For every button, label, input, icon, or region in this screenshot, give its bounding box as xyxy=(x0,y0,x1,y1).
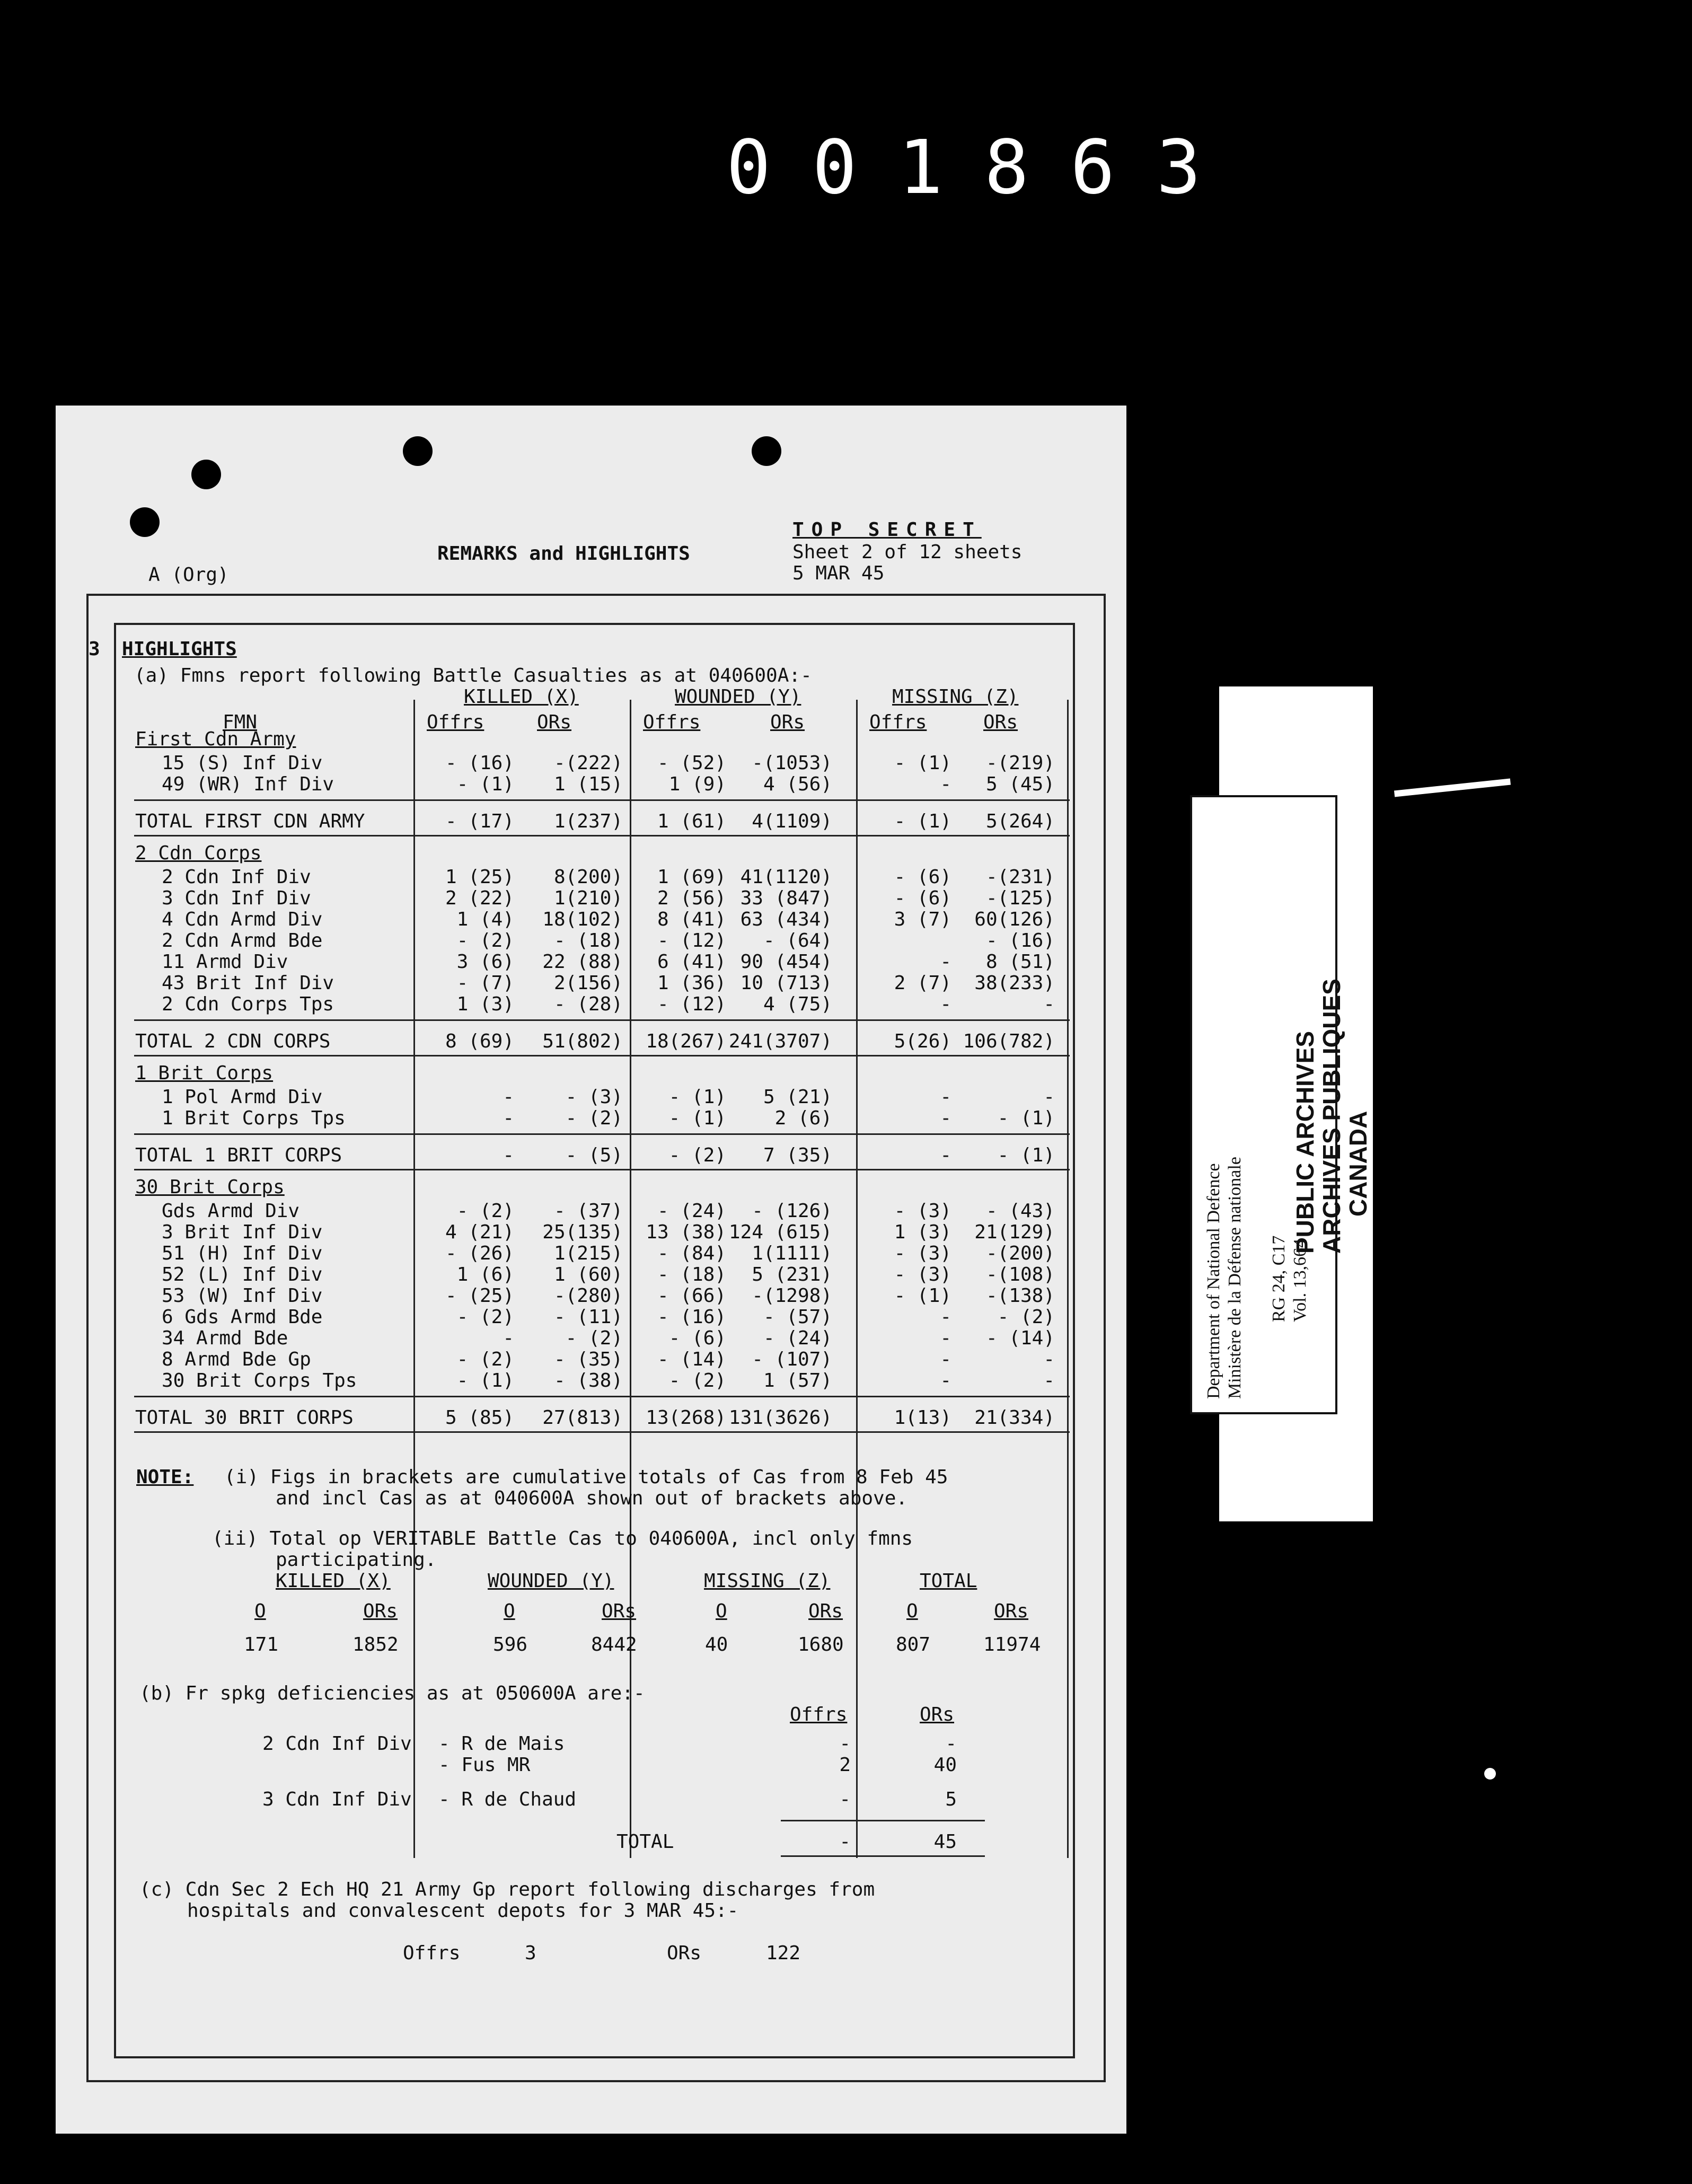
deficiency-total-offrs: - xyxy=(839,1831,851,1853)
total-row-label: TOTAL 2 CDN CORPS xyxy=(135,1031,331,1052)
deficiency-unit: - R de Chaud xyxy=(438,1789,577,1810)
total-cell: - (1) xyxy=(894,811,951,832)
casualty-cell: - (37) xyxy=(553,1200,623,1222)
table-rule xyxy=(134,1055,1070,1056)
table-rule xyxy=(134,1019,1070,1021)
formation-name: 43 Brit Inf Div xyxy=(162,972,334,994)
missing-header-text: MISSING (Z) xyxy=(892,686,1019,708)
casualty-cell: 3 (7) xyxy=(894,909,951,930)
casualty-cell: - (38) xyxy=(553,1370,623,1392)
total-cell: 21(334) xyxy=(974,1407,1055,1429)
total-cell: - (2) xyxy=(668,1144,726,1166)
sheet-number: Sheet 2 of 12 sheets xyxy=(792,541,1023,563)
summary-subheader: O xyxy=(504,1600,515,1622)
casualty-cell: 5 (45) xyxy=(985,773,1055,795)
deficiency-formation: 3 Cdn Inf Div xyxy=(262,1789,412,1810)
casualty-cell: - (12) xyxy=(657,993,726,1015)
casualty-cell: - (14) xyxy=(985,1327,1055,1349)
casualty-cell: - xyxy=(940,1086,951,1108)
casualty-cell: 4 (56) xyxy=(763,773,832,795)
summary-value: 11974 xyxy=(983,1634,1041,1655)
section-heading: HIGHLIGHTS xyxy=(122,638,237,660)
archives-name-en: PUBLIC ARCHIVES xyxy=(1291,1031,1319,1254)
total-cell: 4(1109) xyxy=(752,811,832,832)
deficiency-col-ors: ORs xyxy=(920,1704,955,1725)
summary-subheader: ORs xyxy=(808,1600,843,1622)
archive-stamp-number: 001863 xyxy=(726,125,1242,211)
casualty-cell: 8(200) xyxy=(553,866,623,888)
column-header-missing-offrs: Offrs xyxy=(869,711,927,733)
casualty-cell: - (1) xyxy=(456,773,514,795)
missing-header xyxy=(892,686,1018,708)
casualty-cell: 2 (7) xyxy=(894,972,951,994)
summary-value: 1852 xyxy=(352,1634,399,1655)
casualty-cell: - (7) xyxy=(456,972,514,994)
formation-name: 34 Armd Bde xyxy=(162,1327,288,1349)
casualty-cell: 4 (21) xyxy=(445,1221,514,1243)
casualty-cell: - (1) xyxy=(668,1086,726,1108)
total-cell: 5(264) xyxy=(985,811,1055,832)
casualty-cell: 1 (4) xyxy=(456,909,514,930)
casualty-cell: - (43) xyxy=(985,1200,1055,1222)
casualty-cell: - (2) xyxy=(668,1370,726,1392)
casualty-cell: - (6) xyxy=(894,887,951,909)
total-cell: 8 (69) xyxy=(445,1031,514,1052)
casualty-cell: - (1) xyxy=(668,1107,726,1129)
casualty-cell: 18(102) xyxy=(542,909,623,930)
punch-hole xyxy=(191,460,221,489)
casualty-cell: 3 (6) xyxy=(456,951,514,973)
paragraph-c-line2: hospitals and convalescent depots for 3 MAR 45:- xyxy=(187,1900,739,1922)
casualty-cell: - xyxy=(940,993,951,1015)
casualty-cell: - xyxy=(503,1327,514,1349)
wounded-header-text: WOUNDED (Y) xyxy=(675,686,801,708)
summary-subheader: O xyxy=(716,1600,727,1622)
casualty-cell: - (24) xyxy=(657,1200,726,1222)
casualty-cell: 5 (21) xyxy=(763,1086,832,1108)
casualty-cell: 60(126) xyxy=(974,909,1055,930)
deficiency-ors: 5 xyxy=(945,1789,957,1810)
note-i-line1: (i) Figs in brackets are cumulative totals of Cas from 8 Feb 45 xyxy=(224,1466,948,1488)
casualty-cell: - (3) xyxy=(894,1200,951,1222)
paragraph-c-line1: (c) Cdn Sec 2 Ech HQ 21 Army Gp report following discharges from xyxy=(139,1879,875,1900)
table-rule xyxy=(134,1169,1070,1170)
casualty-cell: 1(215) xyxy=(553,1243,623,1264)
casualty-cell: -(280) xyxy=(553,1285,623,1307)
casualty-cell: - (57) xyxy=(763,1306,832,1328)
casualty-cell: - (35) xyxy=(553,1349,623,1370)
classification-label: TOP SECRET xyxy=(792,519,982,541)
summary-value: 171 xyxy=(244,1634,279,1655)
casualty-cell: - (2) xyxy=(565,1327,623,1349)
casualty-cell: - xyxy=(1043,1349,1055,1370)
total-cell: 1(13) xyxy=(894,1407,951,1429)
summary-header: MISSING (Z) xyxy=(704,1570,831,1592)
casualty-cell: -(200) xyxy=(985,1243,1055,1264)
casualty-cell: - (16) xyxy=(657,1306,726,1328)
discharge-offrs-label: Offrs xyxy=(403,1942,461,1964)
casualty-cell: - (1) xyxy=(894,752,951,774)
casualty-cell: -(108) xyxy=(985,1264,1055,1285)
summary-subheader: O xyxy=(254,1600,266,1622)
casualty-cell: 124 (615) xyxy=(728,1221,832,1243)
total-cell: 13(268) xyxy=(646,1407,726,1429)
casualty-cell: 2 (56) xyxy=(657,887,726,909)
casualty-cell: 1 (60) xyxy=(553,1264,623,1285)
total-cell: 18(267) xyxy=(646,1031,726,1052)
column-header-killed-offrs: Offrs xyxy=(427,711,484,733)
casualty-cell: -(138) xyxy=(985,1285,1055,1307)
casualty-cell: 63 (434) xyxy=(740,909,832,930)
group-name: 30 Brit Corps xyxy=(135,1176,285,1198)
column-rule xyxy=(1067,700,1069,1858)
casualty-cell: - xyxy=(940,773,951,795)
casualty-cell: - xyxy=(1043,1370,1055,1392)
casualty-cell: - (2) xyxy=(456,1200,514,1222)
note-i-line2: and incl Cas as at 040600A shown out of brackets above. xyxy=(276,1487,908,1509)
casualty-cell: - (66) xyxy=(657,1285,726,1307)
discharge-ors-value: 122 xyxy=(766,1942,801,1964)
column-header-killed-ors: ORs xyxy=(537,711,572,733)
summary-subheader: ORs xyxy=(994,1600,1029,1622)
casualty-cell: 1 (57) xyxy=(763,1370,832,1392)
formation-name: 11 Armd Div xyxy=(162,951,288,973)
column-header-wounded-ors: ORs xyxy=(770,711,805,733)
summary-subheader: ORs xyxy=(363,1600,398,1622)
casualty-cell: - (3) xyxy=(894,1243,951,1264)
total-cell: - xyxy=(940,1144,951,1166)
formation-name: 1 Pol Armd Div xyxy=(162,1086,323,1108)
formation-name: 2 Cdn Corps Tps xyxy=(162,993,334,1015)
summary-header: KILLED (X) xyxy=(276,1570,391,1592)
casualty-cell: 8 (51) xyxy=(985,951,1055,973)
casualty-cell: 2(156) xyxy=(553,972,623,994)
group-name: 2 Cdn Corps xyxy=(135,842,262,864)
total-cell: 241(3707) xyxy=(728,1031,832,1052)
document-title: REMARKS and HIGHLIGHTS xyxy=(437,543,690,565)
summary-value: 40 xyxy=(705,1634,728,1655)
group-name: 1 Brit Corps xyxy=(135,1062,274,1084)
casualty-cell: - xyxy=(940,1349,951,1370)
casualty-cell: - xyxy=(503,1086,514,1108)
casualty-cell: 4 (75) xyxy=(763,993,832,1015)
formation-name: 2 Cdn Armd Bde xyxy=(162,930,323,952)
archive-reference-2: Vol. 13,664 xyxy=(1290,1238,1310,1322)
deficiency-col-offrs: Offrs xyxy=(790,1704,848,1725)
casualty-cell: 1 (3) xyxy=(894,1221,951,1243)
total-cell: 1 (61) xyxy=(657,811,726,832)
casualty-cell: - (12) xyxy=(657,930,726,952)
casualty-cell: - (52) xyxy=(657,752,726,774)
archives-country: CANADA xyxy=(1344,1111,1372,1217)
casualty-cell: 1 (15) xyxy=(553,773,623,795)
total-row-label: TOTAL FIRST CDN ARMY xyxy=(135,811,365,832)
casualty-cell: 6 (41) xyxy=(657,951,726,973)
total-cell: 5 (85) xyxy=(445,1407,514,1429)
formation-name: 3 Cdn Inf Div xyxy=(162,887,311,909)
casualty-cell: 1 (6) xyxy=(456,1264,514,1285)
casualty-cell: - xyxy=(503,1107,514,1129)
casualty-cell: 8 (41) xyxy=(657,909,726,930)
note-ii-line1: (ii) Total op VERITABLE Battle Cas to 040600A, incl only fmns xyxy=(212,1528,913,1549)
casualty-cell: 41(1120) xyxy=(740,866,832,888)
casualty-cell: - (126) xyxy=(752,1200,832,1222)
punch-hole xyxy=(403,436,433,466)
discharge-offrs-value: 3 xyxy=(525,1942,536,1964)
punch-hole xyxy=(130,507,160,537)
department-name-en: Department of National Defence xyxy=(1204,1163,1223,1399)
group-name: First Cdn Army xyxy=(135,728,296,750)
formation-name: 53 (W) Inf Div xyxy=(162,1285,323,1307)
casualty-cell: - (25) xyxy=(445,1285,514,1307)
casualty-cell: 1 (9) xyxy=(668,773,726,795)
casualty-cell: - (6) xyxy=(668,1327,726,1349)
summary-value: 8442 xyxy=(591,1634,637,1655)
casualty-cell: 1 (36) xyxy=(657,972,726,994)
archive-label-card xyxy=(1204,686,1373,1521)
column-header-wounded-offrs: Offrs xyxy=(643,711,701,733)
casualty-cell: - (2) xyxy=(456,1306,514,1328)
casualty-cell: - (11) xyxy=(553,1306,623,1328)
casualty-cell: 38(233) xyxy=(974,972,1055,994)
total-cell: - (17) xyxy=(445,811,514,832)
formation-name: 1 Brit Corps Tps xyxy=(162,1107,346,1129)
summary-header: WOUNDED (Y) xyxy=(488,1570,614,1592)
casualty-cell: - (1) xyxy=(456,1370,514,1392)
archives-name-fr: ARCHIVES PUBLIQUES xyxy=(1318,979,1345,1254)
note-ii-line2: participating. xyxy=(276,1549,437,1571)
casualty-cell: -(1053) xyxy=(752,752,832,774)
table-rule xyxy=(134,1431,1070,1433)
summary-subheader: ORs xyxy=(602,1600,637,1622)
paragraph-a: (a) Fmns report following Battle Casualties as at 040600A:- xyxy=(134,665,812,686)
casualty-cell: - xyxy=(1043,993,1055,1015)
formation-name: 4 Cdn Armd Div xyxy=(162,909,323,930)
deficiency-ors: - xyxy=(945,1733,957,1755)
deficiency-total-ors: 45 xyxy=(933,1831,957,1853)
total-rule-bottom xyxy=(781,1855,985,1857)
casualty-cell: - xyxy=(1043,1086,1055,1108)
formation-name: 51 (H) Inf Div xyxy=(162,1243,323,1264)
killed-header-text: KILLED (X) xyxy=(464,686,579,708)
discharge-ors-label: ORs xyxy=(667,1942,702,1964)
background-mark xyxy=(1394,779,1511,797)
document-date: 5 MAR 45 xyxy=(792,562,885,584)
casualty-cell: - (18) xyxy=(553,930,623,952)
table-rule xyxy=(134,799,1070,801)
casualty-cell: 1(210) xyxy=(553,887,623,909)
total-cell: 106(782) xyxy=(963,1031,1055,1052)
casualty-cell: - (1) xyxy=(997,1107,1055,1129)
total-cell: 131(3626) xyxy=(728,1407,832,1429)
formation-name: 2 Cdn Inf Div xyxy=(162,866,311,888)
casualty-cell: 1(1111) xyxy=(752,1243,832,1264)
summary-header: TOTAL xyxy=(920,1570,977,1592)
formation-name: 8 Armd Bde Gp xyxy=(162,1349,311,1370)
casualty-cell: - (84) xyxy=(657,1243,726,1264)
casualty-cell: - (3) xyxy=(565,1086,623,1108)
casualty-cell: - (2) xyxy=(565,1107,623,1129)
casualty-cell: 1 (3) xyxy=(456,993,514,1015)
casualty-cell: - (26) xyxy=(445,1243,514,1264)
casualty-cell: - xyxy=(940,1107,951,1129)
casualty-cell: 25(135) xyxy=(542,1221,623,1243)
deficiency-unit: - Fus MR xyxy=(438,1754,531,1776)
casualty-cell: - (14) xyxy=(657,1349,726,1370)
casualty-cell: - xyxy=(940,951,951,973)
casualty-cell: - (16) xyxy=(985,930,1055,952)
total-cell: 7 (35) xyxy=(763,1144,832,1166)
casualty-cell: 2 (22) xyxy=(445,887,514,909)
deficiency-offrs: - xyxy=(839,1789,851,1810)
table-rule xyxy=(134,1396,1070,1397)
total-row-label: TOTAL 1 BRIT CORPS xyxy=(135,1144,342,1166)
casualty-cell: -(231) xyxy=(985,866,1055,888)
formation-name: 6 Gds Armd Bde xyxy=(162,1306,323,1328)
section-number: 3 xyxy=(89,638,100,660)
casualty-cell: -(219) xyxy=(985,752,1055,774)
deficiency-total-label: TOTAL xyxy=(616,1831,674,1853)
casualty-cell: 21(129) xyxy=(974,1221,1055,1243)
total-cell: 27(813) xyxy=(542,1407,623,1429)
casualty-cell: 22 (88) xyxy=(542,951,623,973)
department-name-fr: Ministère de la Défense nationale xyxy=(1225,1157,1245,1399)
formation-name: 52 (L) Inf Div xyxy=(162,1264,323,1285)
casualty-cell: 2 (6) xyxy=(774,1107,832,1129)
formation-name: 30 Brit Corps Tps xyxy=(162,1370,357,1392)
summary-value: 596 xyxy=(493,1634,528,1655)
casualty-cell: 90 (454) xyxy=(740,951,832,973)
casualty-cell: - (2) xyxy=(997,1306,1055,1328)
casualty-cell: - (28) xyxy=(553,993,623,1015)
casualty-cell: - (2) xyxy=(456,1349,514,1370)
formation-name: 15 (S) Inf Div xyxy=(162,752,323,774)
summary-subheader: O xyxy=(906,1600,918,1622)
casualty-cell: 10 (713) xyxy=(740,972,832,994)
wounded-header xyxy=(675,686,801,708)
deficiency-offrs: - xyxy=(839,1733,851,1755)
table-rule xyxy=(134,1133,1070,1135)
casualty-cell: - (1) xyxy=(894,1285,951,1307)
background-mark xyxy=(1484,1768,1496,1780)
note-label: NOTE: xyxy=(136,1466,194,1488)
casualty-cell: - xyxy=(940,1306,951,1328)
total-row-label: TOTAL 30 BRIT CORPS xyxy=(135,1407,354,1429)
total-cell: - (5) xyxy=(565,1144,623,1166)
deficiency-ors: 40 xyxy=(933,1754,957,1776)
total-cell: 51(802) xyxy=(542,1031,623,1052)
formation-name: 3 Brit Inf Div xyxy=(162,1221,323,1243)
casualty-cell: -(222) xyxy=(553,752,623,774)
archive-reference-1: RG 24, C17 xyxy=(1269,1235,1289,1322)
org-label: A (Org) xyxy=(148,564,229,586)
summary-value: 1680 xyxy=(798,1634,844,1655)
casualty-cell: - (107) xyxy=(752,1349,832,1370)
deficiency-unit: - R de Mais xyxy=(438,1733,565,1755)
casualty-cell: - (16) xyxy=(445,752,514,774)
total-cell: - (1) xyxy=(997,1144,1055,1166)
casualty-cell: - xyxy=(940,1370,951,1392)
column-header-fmn: FMN xyxy=(223,711,258,733)
total-rule-top xyxy=(781,1820,985,1821)
casualty-cell: 13 (38) xyxy=(646,1221,726,1243)
casualty-cell: 1 (69) xyxy=(657,866,726,888)
formation-name: Gds Armd Div xyxy=(162,1200,300,1222)
casualty-cell: 33 (847) xyxy=(740,887,832,909)
total-cell: - xyxy=(503,1144,514,1166)
summary-value: 807 xyxy=(896,1634,931,1655)
casualty-cell: - (2) xyxy=(456,930,514,952)
table-rule xyxy=(134,835,1070,836)
casualty-cell: 5 (231) xyxy=(752,1264,832,1285)
total-cell: 5(26) xyxy=(894,1031,951,1052)
deficiency-offrs: 2 xyxy=(839,1754,851,1776)
punch-hole xyxy=(752,436,781,466)
formation-name: 49 (WR) Inf Div xyxy=(162,773,334,795)
casualty-cell: -(125) xyxy=(985,887,1055,909)
column-header-missing-ors: ORs xyxy=(983,711,1018,733)
deficiency-formation: 2 Cdn Inf Div xyxy=(262,1733,412,1755)
casualty-cell: - (18) xyxy=(657,1264,726,1285)
casualty-cell: - (24) xyxy=(763,1327,832,1349)
casualty-cell: - (6) xyxy=(894,866,951,888)
paragraph-b: (b) Fr spkg deficiencies as at 050600A are:- xyxy=(139,1683,645,1704)
casualty-cell: - xyxy=(940,1327,951,1349)
casualty-cell: 1 (25) xyxy=(445,866,514,888)
casualty-cell: - (64) xyxy=(763,930,832,952)
document-sheet xyxy=(56,406,1126,2134)
killed-header xyxy=(464,686,579,708)
total-cell: 1(237) xyxy=(553,811,623,832)
casualty-cell: -(1298) xyxy=(752,1285,832,1307)
casualty-cell: - (3) xyxy=(894,1264,951,1285)
